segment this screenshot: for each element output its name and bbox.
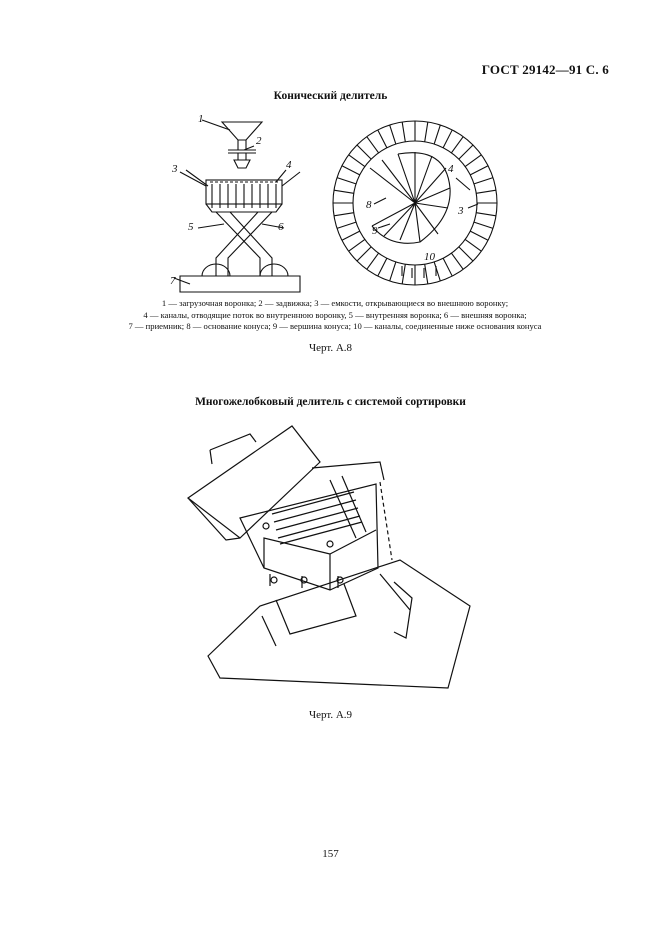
ring-segment-line	[334, 213, 354, 216]
callout-7: 7	[170, 275, 176, 287]
callout-9: 9	[372, 225, 378, 237]
ring-segment-line	[402, 122, 405, 142]
ring-segment-line	[443, 258, 452, 276]
ring-segment-line	[474, 178, 493, 184]
ring-segment-line	[459, 247, 473, 261]
ring-segment-line	[357, 247, 371, 261]
figure-a8-caption: Черт. А.8	[308, 342, 353, 354]
ring-segment-line	[470, 166, 488, 175]
ring-segment-line	[342, 166, 360, 175]
ring-segment-line	[334, 190, 354, 193]
figure-a9-caption: Черт. А.9	[308, 709, 353, 721]
callout-8: 8	[366, 199, 372, 211]
ring-segment-line	[443, 130, 452, 148]
ring-segment-line	[476, 190, 496, 193]
ring-segment-line	[434, 125, 440, 144]
callout-4-top: 4	[448, 163, 454, 175]
ring-segment-line	[465, 239, 481, 251]
ring-segment-line	[378, 258, 387, 276]
conical-divider-side-view	[174, 120, 300, 292]
ring-segment-line	[357, 145, 371, 159]
figure-a8-legend	[40, 298, 630, 333]
conical-divider-top-view	[333, 121, 497, 285]
ring-segment-line	[470, 231, 488, 240]
ring-segment-line	[349, 155, 365, 167]
legend-line: 7 — приемник; 8 — основание конуса; 9 — вершина конуса; 10 — каналы, соединенные ниже основания конуса	[128, 321, 542, 331]
ring-segment-line	[451, 253, 463, 269]
callout-6: 6	[278, 221, 284, 233]
callout-5: 5	[188, 221, 194, 233]
legend-line: 1 — загрузочная воронка; 2 — задвижка; 3 — емкости, открывающиеся во внешнюю воронку;	[161, 298, 509, 308]
ring-segment-line	[337, 222, 356, 228]
figure-a9-multi-chute-divider-drawing	[180, 420, 480, 695]
callout-3: 3	[172, 163, 178, 175]
ring-segment-line	[342, 231, 360, 240]
ring-segment-line	[451, 137, 463, 153]
ring-segment-line	[465, 155, 481, 167]
ring-segment-line	[402, 264, 405, 284]
callout-3-top: 3	[458, 205, 464, 217]
callout-1: 1	[198, 113, 204, 125]
legend-line: 4 — каналы, отводящие поток во внутреннюю воронку, 5 — внутренняя воронка; 6 — внешняя воронка;	[143, 309, 527, 320]
ring-segment-line	[425, 264, 428, 284]
figure-a8-conical-divider-drawing	[150, 108, 570, 298]
page-number: 157	[322, 848, 339, 860]
ring-segment-line	[367, 253, 379, 269]
callout-4: 4	[286, 159, 292, 171]
ring-segment-line	[390, 262, 396, 281]
ring-segment-line	[459, 145, 473, 159]
ring-segment-line	[349, 239, 365, 251]
standard-header: ГОСТ 29142—91 С. 6	[481, 62, 609, 77]
ring-segment-line	[434, 262, 440, 281]
figure-a8-title: Конический делитель	[273, 90, 388, 102]
ring-segment-line	[337, 178, 356, 184]
ring-segment-line	[378, 130, 387, 148]
ring-segment-line	[474, 222, 493, 228]
ring-segment-line	[390, 125, 396, 144]
ring-segment-line	[425, 122, 428, 142]
figure-a9-title: Многожелобковый делитель с системой сортировки	[195, 396, 466, 408]
callout-2: 2	[256, 135, 262, 147]
ring-segment-line	[476, 213, 496, 216]
ring-segment-line	[367, 137, 379, 153]
callout-10: 10	[424, 251, 435, 263]
